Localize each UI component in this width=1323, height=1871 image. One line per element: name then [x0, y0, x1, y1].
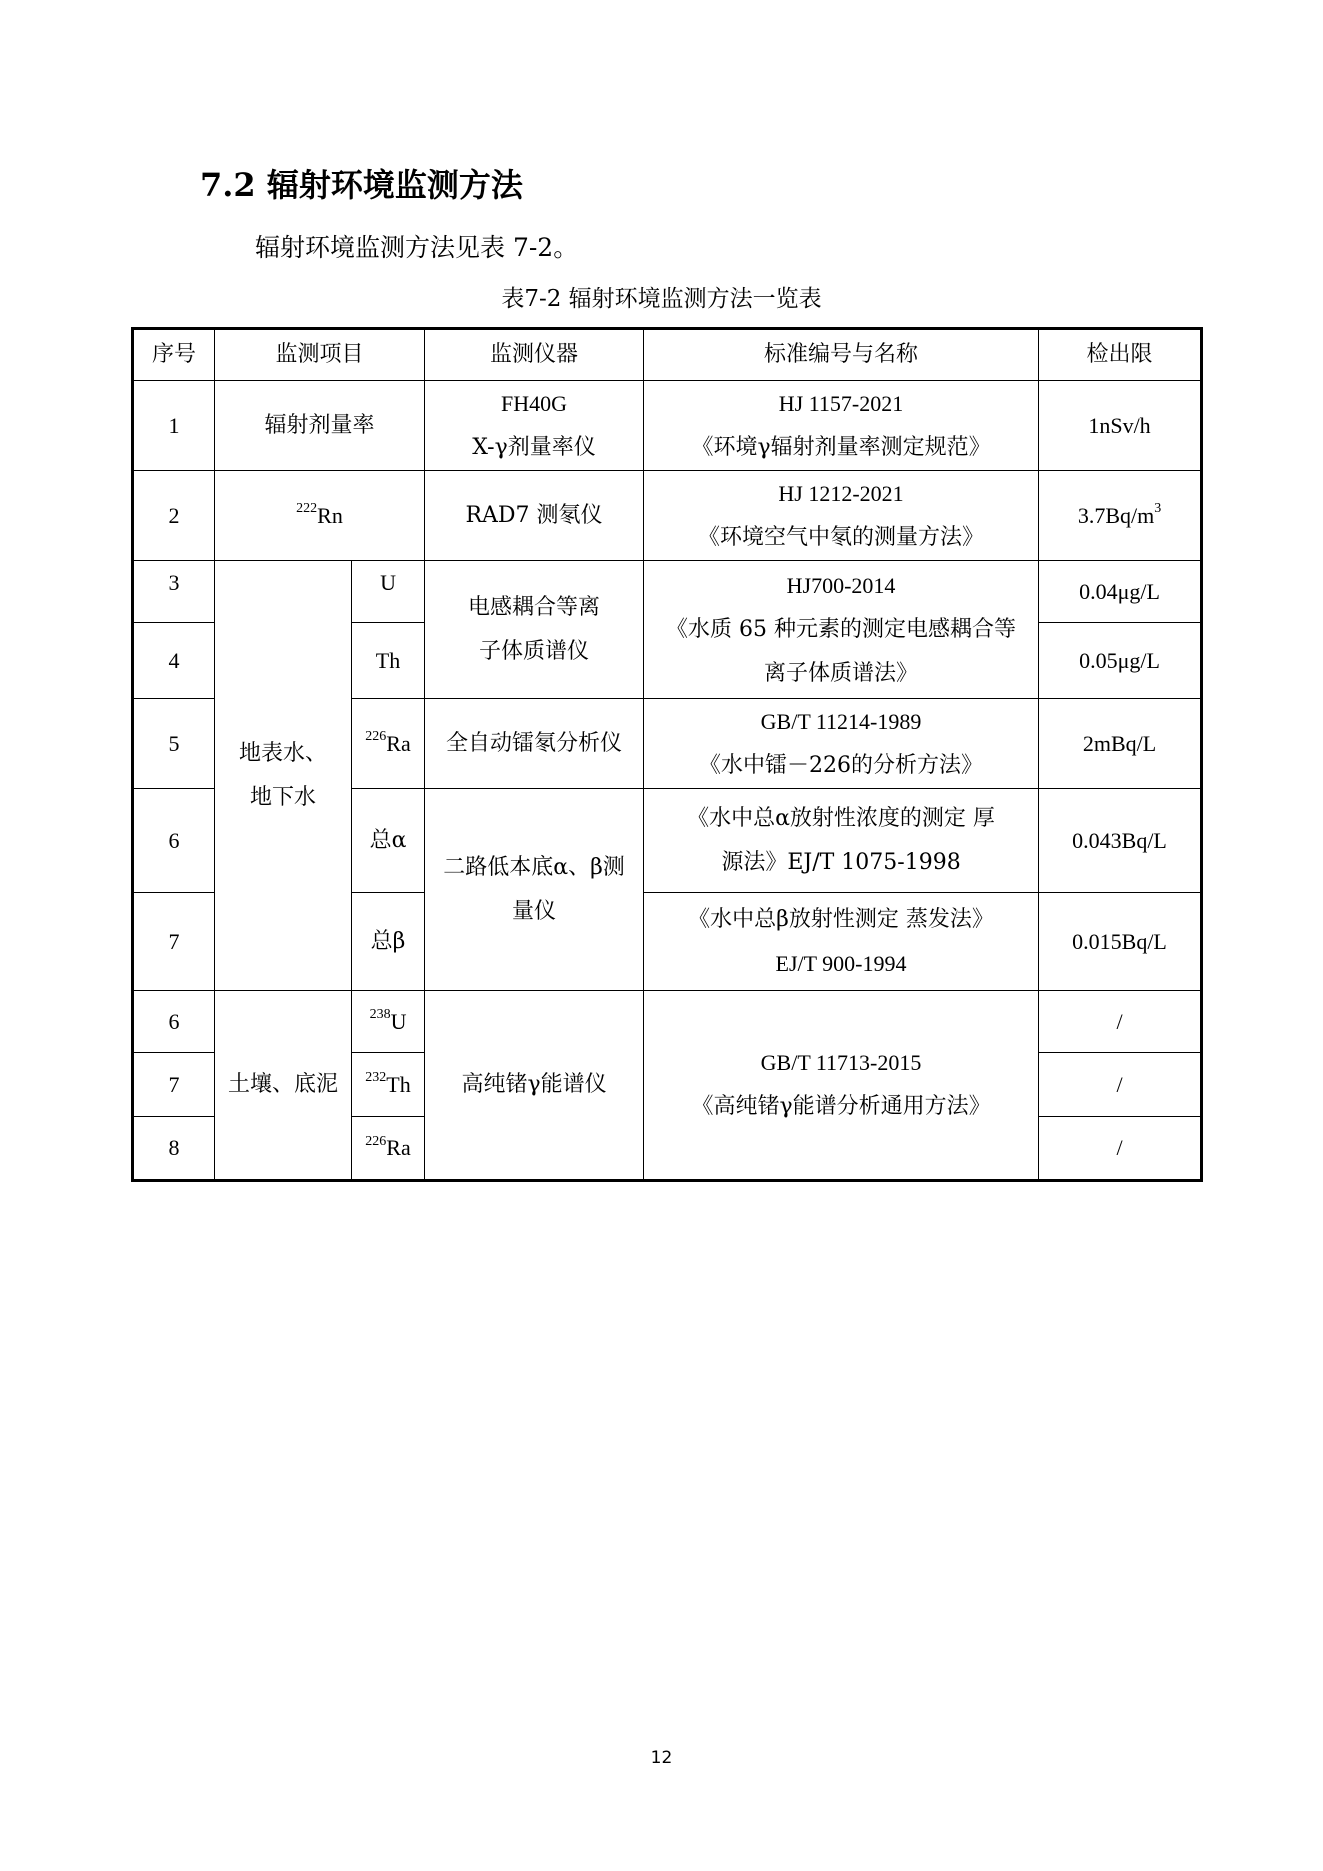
instrument-line: 量仪: [512, 898, 557, 924]
nuclide-cell: U: [352, 561, 425, 623]
instrument-cell: 全自动镭氡分析仪: [425, 699, 644, 789]
detection-limit: /: [1039, 1053, 1202, 1117]
table-header-row: [133, 329, 1202, 381]
table-row: [133, 991, 1202, 1053]
detection-limit: 1nSv/h: [1039, 381, 1202, 471]
standard-line: HJ 1212-2021: [778, 480, 904, 506]
detection-limit: 0.05μg/L: [1039, 623, 1202, 699]
standard-line: 《环境γ辐射剂量率测定规范》: [691, 434, 991, 460]
row-number: 6: [133, 789, 215, 893]
row-number: 3: [133, 561, 215, 623]
standard-cell: [644, 991, 1039, 1181]
nuclide-cell: 总α: [352, 789, 425, 893]
standard-line: 《水质 65 种元素的测定电感耦合等: [666, 616, 1016, 642]
isotope-mass: 226: [365, 729, 387, 745]
nuclide-cell: 总β: [352, 893, 425, 991]
instrument-cell: RAD7 测氡仪: [425, 471, 644, 561]
nuclide-cell: [352, 1117, 425, 1181]
detection-limit: 0.04μg/L: [1039, 561, 1202, 623]
standard-line: HJ700-2014: [786, 572, 896, 598]
monitor-item: [215, 471, 425, 561]
row-number: 4: [133, 623, 215, 699]
standard-cell: [644, 381, 1039, 471]
group-soil: 土壤、底泥: [215, 991, 352, 1181]
table-caption: 表7-2 辐射环境监测方法一览表: [501, 286, 822, 312]
row-number: 1: [133, 381, 215, 471]
standard-line: 源法》EJ/T 1075-1998: [721, 849, 961, 875]
detection-limit-label: 3.7Bq/m: [1077, 502, 1155, 528]
standard-line: 《水中总α放射性浓度的测定 厚: [687, 805, 995, 831]
page-number: 12: [650, 1748, 673, 1768]
nuclide-label: Ra: [386, 1135, 411, 1160]
isotope-mass: 222: [296, 501, 318, 517]
table-row: [133, 561, 1202, 623]
row-number: 7: [133, 1053, 215, 1117]
detection-limit: 0.015Bq/L: [1039, 893, 1202, 991]
standard-line: 离子体质谱法》: [764, 660, 919, 686]
standard-line: 《水中总β放射性测定 蒸发法》: [688, 906, 994, 932]
nuclide-cell: Th: [352, 623, 425, 699]
header-cell: 标准编号与名称: [644, 329, 1039, 381]
nuclide-label: Ra: [386, 730, 411, 756]
nuclide-cell: [352, 1053, 425, 1117]
monitor-item-label: Rn: [317, 502, 343, 528]
unit-exponent: 3: [1154, 501, 1162, 517]
standard-cell: [644, 471, 1039, 561]
nuclide-label: Th: [386, 1071, 411, 1097]
detection-limit: /: [1039, 991, 1202, 1053]
row-number: 8: [133, 1117, 215, 1181]
standard-line: EJ/T 900-1994: [775, 950, 907, 976]
standard-line: 《高纯锗γ能谱分析通用方法》: [691, 1094, 991, 1119]
isotope-mass: 238: [369, 1007, 391, 1023]
detection-limit: [1039, 471, 1202, 561]
instrument-cell: [425, 789, 644, 991]
group-water: 地表水、地下水: [215, 561, 352, 991]
header-cell: 序号: [133, 329, 215, 381]
standard-line: GB/T 11713-2015: [760, 1050, 922, 1075]
nuclide-label: U: [390, 1008, 407, 1034]
row-number: 6: [133, 991, 215, 1053]
standard-line: HJ 1157-2021: [778, 390, 904, 416]
instrument-cell: 高纯锗γ能谱仪: [425, 991, 644, 1181]
instrument-cell: [425, 561, 644, 699]
isotope-mass: 226: [365, 1133, 387, 1149]
standard-cell: [644, 561, 1039, 699]
instrument-cell: [425, 381, 644, 471]
table-row: [133, 471, 1202, 561]
intro-text: 辐射环境监测方法见表 7-2。: [255, 233, 579, 262]
table-row: [133, 381, 1202, 471]
standard-line: 《水中镭－226的分析方法》: [699, 752, 984, 778]
standard-line: 《环境空气中氡的测量方法》: [698, 524, 985, 550]
standard-line: GB/T 11214-1989: [760, 708, 922, 734]
instrument-line: 电感耦合等离: [468, 594, 601, 620]
standard-cell: [644, 789, 1039, 893]
row-number: 5: [133, 699, 215, 789]
monitor-item: 辐射剂量率: [215, 381, 425, 471]
isotope-mass: 232: [365, 1070, 387, 1086]
row-number: 2: [133, 471, 215, 561]
nuclide-cell: [352, 991, 425, 1053]
detection-limit: 0.043Bq/L: [1039, 789, 1202, 893]
monitoring-methods-table: [131, 327, 1203, 1182]
instrument-line: X-γ剂量率仪: [472, 434, 596, 460]
instrument-line: 二路低本底α、β测: [443, 854, 625, 880]
header-cell: 监测项目: [215, 329, 425, 381]
section-heading: 7.2 辐射环境监测方法: [200, 166, 523, 204]
instrument-line: 子体质谱仪: [479, 638, 590, 664]
detection-limit: 2mBq/L: [1039, 699, 1202, 789]
instrument-line: FH40G: [501, 390, 568, 416]
row-number: 7: [133, 893, 215, 991]
standard-cell: [644, 893, 1039, 991]
header-cell: 检出限: [1039, 329, 1202, 381]
detection-limit: /: [1039, 1117, 1202, 1181]
standard-cell: [644, 699, 1039, 789]
nuclide-cell: [352, 699, 425, 789]
header-cell: 监测仪器: [425, 329, 644, 381]
